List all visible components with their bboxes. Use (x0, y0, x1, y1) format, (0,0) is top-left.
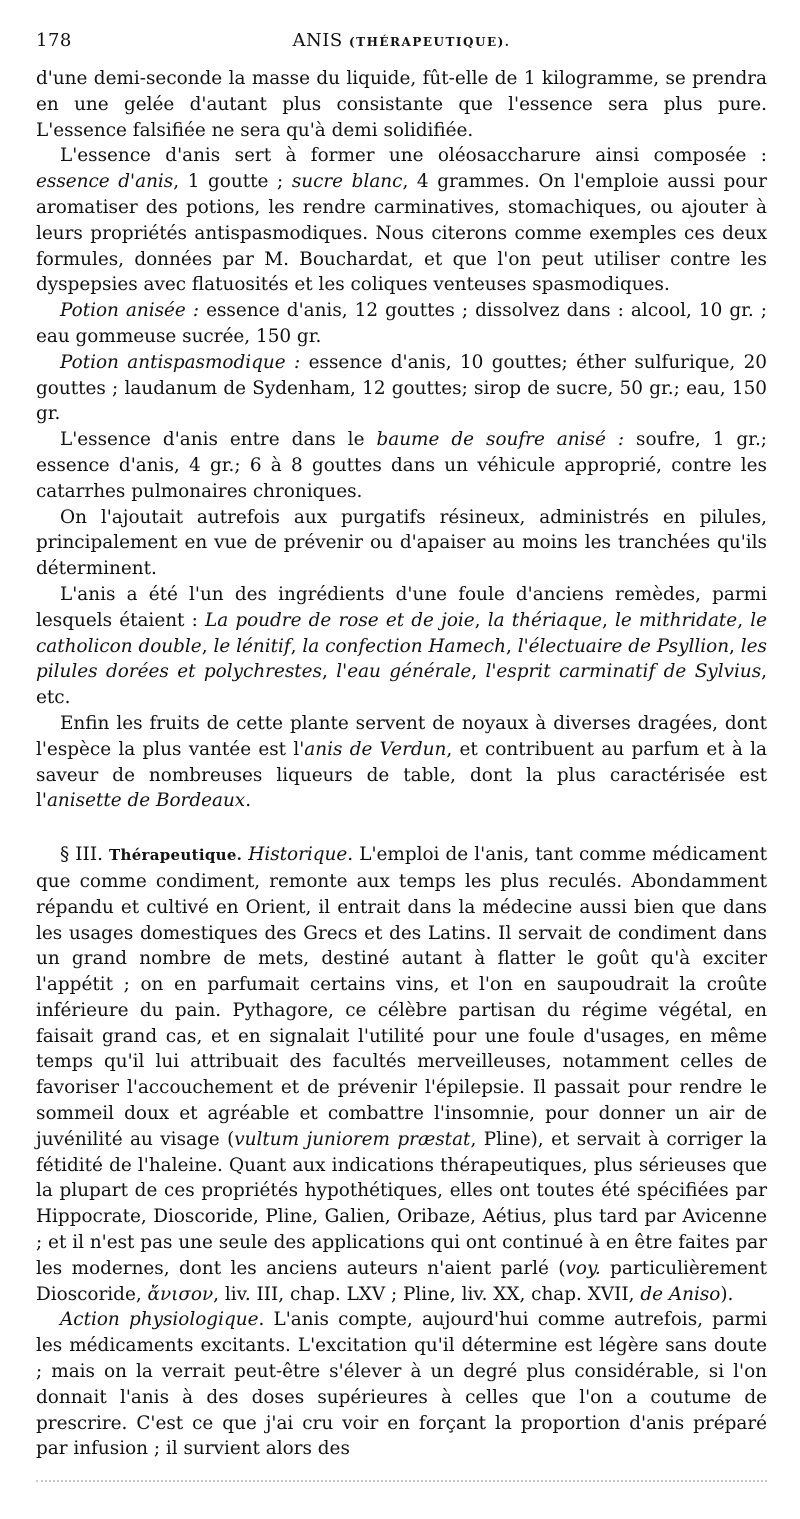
italic-text: Action physiologique (60, 1309, 259, 1331)
running-title (36, 30, 767, 51)
text-run: , (601, 609, 616, 631)
paragraph-p9 (36, 842, 767, 1307)
italic-text: Potion anisée : (60, 300, 200, 322)
running-header (36, 30, 767, 66)
italic-text: ἄνισον (147, 1283, 214, 1305)
paragraph-p3 (36, 298, 767, 350)
text-run: d'une demi-seconde la masse du liquide, fût-elle de 1 kilogramme, se prendra en une gelée d'autant plus consistante que l'essence sera plus pure. L'essence falsifiée ne sera qu'à demi solidifiée. (36, 68, 767, 141)
text-run: L'anis a été l'un des ingrédients d'une foule d'anciens remèdes, parmi lesquels étaient : (36, 583, 767, 631)
paragraph-p8 (36, 711, 767, 814)
text-run: soufre, 1 gr.; essence d'anis, 4 gr.; 6 à 8 gouttes dans un véhicule approprié, contre les catarrhes pulmonaires chroniques. (36, 429, 767, 502)
text-run: particulièrement Dioscoride, (36, 1257, 767, 1305)
page-number: 178 (36, 30, 72, 51)
text-run: , et contribuent au parfum et à la saveur de nombreuses liqueurs de table, dont la plus caractérisée est l' (36, 738, 767, 812)
text-run: Enfin les fruits de cette plante servent de noyaux à diverses dragées, dont l'espèce la plus vantée est l' (36, 712, 767, 760)
text-run: , 4 grammes. On l'emploie aussi pour aromatiser des potions, les rendre carminatives, stomachiques, ou ajouter à leurs propriétés antispasmodiques. Nous citerons comme exemples ces deux formules, données par M. Bouchardat, et que l'on peut utiliser contre les dyspepsies avec flatuosités et les coliques venteuses spasmodiques. (36, 171, 767, 296)
paragraph-p6 (36, 505, 767, 582)
text-run: . L'emploi de l'anis, tant comme médicament que comme condiment, remonte aux temps les plus reculés. Abondamment répandu et cultivé en Orient, il entrait dans la médecine aussi bien que dans les usages domestiques des Grecs et des Latins. Il servait de condiment dans un grand nombre de mets, destiné autant à flatter le goût qu'à exciter l'appétit ; on en parfumait certains vins, et l'on en saupoudrait la croûte inférieure du pain. Pythagore, ce célèbre partisan du régime végétal, en faisait grand cas, et en signalait l'utilité pour une foule d'usages, en même temps qu'il lui attribuait des facultés merveilleuses, notamment celles de favoriser l'accouchement et de prévenir l'épilepsie. Il passait pour rendre le sommeil doux et agréable et combattre l'insomnie, pour donner un air de juvénilité au visage ( (36, 844, 767, 1150)
body-text (36, 66, 767, 1462)
italic-text: l'eau générale (336, 661, 472, 683)
text-run: , liv. III, chap. LXV ; Pline, liv. XX, chap. XVII, (213, 1283, 641, 1305)
text-run: , (505, 635, 518, 657)
italic-text: essence d'anis (36, 171, 174, 193)
text-run: L'essence d'anis entre dans le (60, 429, 377, 451)
text-run: , (201, 635, 214, 657)
italic-text: voy. (565, 1257, 601, 1279)
paragraph-p4 (36, 350, 767, 427)
italic-text: anis de Verdun (304, 738, 447, 760)
italic-text: le mithridate (615, 609, 738, 631)
text-run: , 1 goutte ; (173, 171, 292, 193)
italic-text: le catholicon double (36, 609, 767, 657)
text-run: , (322, 661, 337, 683)
section-gap (36, 814, 767, 842)
text-run: . (245, 790, 252, 812)
text-run: , (737, 609, 751, 631)
paragraph-p2 (36, 143, 767, 298)
text-run: , (471, 661, 486, 683)
paragraph-p7 (36, 582, 767, 711)
text-run: , etc. (36, 661, 767, 709)
italic-text: l'esprit carminatif de Sylvius (485, 661, 762, 683)
text-run: On l'ajoutait autrefois aux purgatifs résineux, administrés en pilules, principalement en vue de prévenir ou d'apaiser au moins les tranchées qu'ils déterminent. (36, 506, 767, 580)
text-run: ). (720, 1283, 734, 1305)
text-run: , (474, 609, 488, 631)
italic-text: Potion antispasmodique : (60, 351, 301, 373)
italic-text: anisette de Bordeaux (46, 790, 246, 812)
paragraph-p1 (36, 66, 767, 143)
italic-text: sucre blanc (291, 171, 403, 193)
bottom-dotted-rule (36, 1480, 767, 1485)
section-heading: Thérapeutique. (109, 846, 243, 865)
italic-text: Historique (248, 844, 348, 866)
text-run: , (290, 635, 303, 657)
italic-text: le lénitif (213, 635, 291, 657)
italic-text: la thériaque (487, 609, 602, 631)
page (36, 30, 767, 1462)
paragraph-p10 (36, 1307, 767, 1462)
italic-text: l'électuaire de Psyllion (517, 635, 730, 657)
italic-text: vultum juniorem præstat (234, 1128, 471, 1150)
italic-text: baume de soufre anisé : (376, 429, 625, 451)
italic-text: La poudre de rose et de joie (204, 609, 475, 631)
text-run: essence d'anis, 10 gouttes; éther sulfurique, 20 gouttes ; laudanum de Sydenham, 12 gouttes; sirop de sucre, 50 gr.; eau, 150 gr. (36, 351, 768, 425)
text-run: , Pline), et servait à corriger la fétidité de l'haleine. Quant aux indications thérapeutiques, plus sérieuses que la plupart de ces propriétés hypothétiques, elles ont toutes été spécifiées par Hippocrate, Dioscoride, Pline, Galien, Oribaze, Aétius, plus tard par Avicenne ; et il n'est pas une seule des applications qui ont continué à en être faites par les modernes, dont les anciens auteurs n'aient parlé ( (36, 1128, 767, 1279)
text-run: essence d'anis, 12 gouttes ; dissolvez dans : alcool, 10 gr. ; eau gommeuse sucrée, 150 gr. (36, 300, 767, 347)
italic-text: de Aniso (640, 1283, 721, 1305)
italic-text: la confection Hamech (302, 635, 506, 657)
italic-text: les pilules dorées et polychrestes (36, 635, 767, 683)
text-run: § III. (60, 844, 110, 866)
text-run: . L'anis compte, aujourd'hui comme autrefois, parmi les médicaments excitants. L'excitation qu'il détermine est légère sans doute ; mais on la verrait peut-être s'élever à un degré plus considérable, si l'on donnait l'anis à des doses supérieures à celles que l'on a coutume de prescrire. C'est ce que j'ai cru voir en forçant la proportion d'anis préparé par infusion ; il survient alors des (36, 1309, 768, 1460)
paragraph-p5 (36, 427, 767, 504)
text-run: , (729, 635, 741, 657)
running-title-subtitle: (THÉRAPEUTIQUE). (348, 35, 511, 49)
running-title-main: ANIS (292, 30, 343, 51)
text-run: L'essence d'anis sert à former une oléosaccharure ainsi composée : (60, 145, 767, 167)
